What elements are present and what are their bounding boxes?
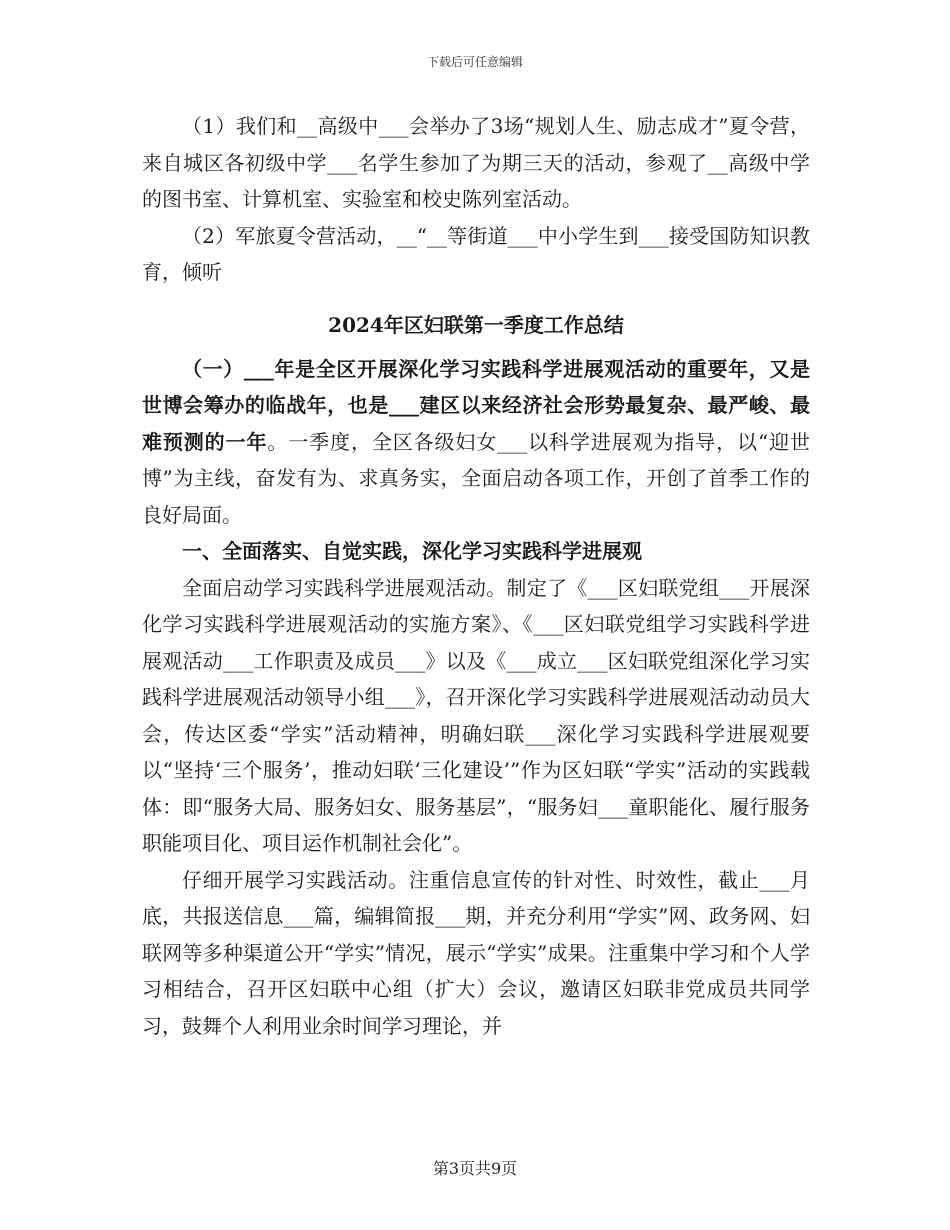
document-body: [142, 108, 810, 1044]
intro-normal-text: 。一季度，全区各级妇女___以科学进展观为指导，以“迎世博”为主线，奋发有为、求真务实，全面启动各项工作，开创了首季工作的良好局面。: [142, 429, 810, 527]
paragraph-military-camp: （2）军旅夏令营活动，__“__等街道___中小学生到___接受国防知识教育，倾听: [142, 223, 810, 284]
page-number: 第3页共9页: [432, 1159, 518, 1178]
paragraph-summer-camp: （1）我们和__高级中___会举办了3场“规划人生、励志成才”夏令营，来自城区各初级中学___名学生参加了为期三天的活动，参观了__高级中学的图书室、计算机室、实验室和校史陈列室活动。: [142, 114, 810, 211]
paragraph-launch-activity: 全面启动学习实践科学进展观活动。制定了《___区妇联党组___开展深化学习实践科学进展观活动的实施方案》、《___区妇联党组学习实践科学进展观活动___工作职责及成员___》以及《___成立___区妇联党组深化学习实践科学进展观活动领导小组___》，召开深化学习实践科学进展观活动动员大会，传达区委“学实”活动精神，明确妇联___深化学习实践科学进展观要以“坚持‘三个服务’，推动妇联‘三化建设’”作为区妇联“学实”活动的实践载体：即“服务大局、服务妇女、服务基层”，“服务妇___童职能化、履行服务职能项目化、项目运作机制社会化”。: [142, 575, 810, 855]
intro-bold-text: （一）___年是全区开展深化学习实践科学进展观活动的重要年，又是世博会筹办的临战年，也是___建区以来经济社会形势最复杂、最严峻、最难预测的一年: [142, 356, 810, 454]
section-heading-1: 一、全面落实、自觉实践，深化学习实践科学进展观: [182, 539, 642, 563]
document-title: 2024年区妇联第一季度工作总结: [328, 312, 624, 337]
paragraph-practice-activity: 仔细开展学习实践活动。注重信息宣传的针对性、时效性，截止___月底，共报送信息___篇，编辑简报___期，并充分利用“学实”网、政务网、妇联网等多种渠道公开“学实”情况，展示“学实”成果。注重集中学习和个人学习相结合，召开区妇联中心组（扩大）会议，邀请区妇联非党成员共同学习，鼓舞个人利用业余时间学习理论，并: [142, 867, 810, 1038]
paragraph-intro: [142, 351, 810, 534]
header-note: 下载后可任意编辑: [426, 55, 523, 69]
